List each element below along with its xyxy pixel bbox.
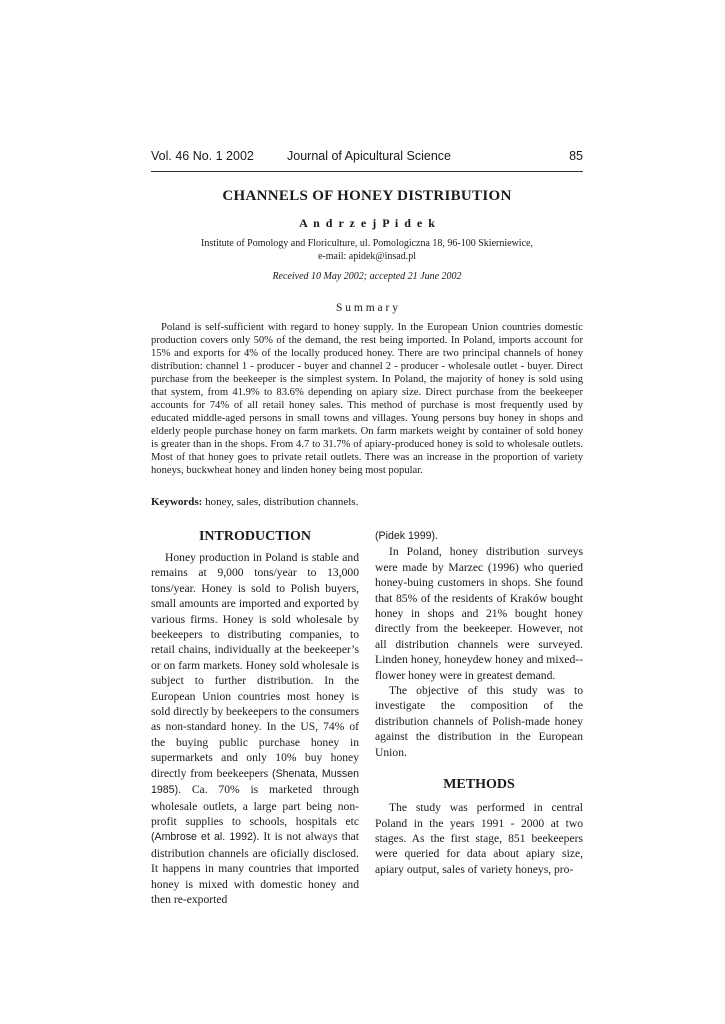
journal-volume: Vol. 46 No. 1 2002 bbox=[151, 149, 254, 163]
intro-text-b: . Ca. 70% is marketed through wholesale outlets, a large part being non-profit supplies to schools, hospitals etc bbox=[151, 783, 359, 828]
citation-ambrose: (Ambrose et al. 1992) bbox=[151, 831, 257, 844]
summary-text: Poland is self-sufficient with regard to honey supply. In the European Union countries domestic production covers only 50% of the demand, the rest being imported. In Poland, imports account for 15% and exports for 4% of the locally produced honey. There are two principal channels of honey distribution: channel 1 - producer - buyer and channel 2 - producer - wholesale outlet - buyer. Direct purchase from the beekeeper is the simplest system. In Poland, the majority of honey is sold using that system, from 41.9% to 83.6% depending on apiary size. Direct purchase from the beekeeper accounts for 74% of all retail honey sales. This method of purchase is most frequently used by educated middle-aged persons in small towns and villages. Young persons buy honey in shops and elderly people purchase honey on farm markets. On farm markets weight by container of sold honey is greater than in the shops. From 4.7 to 31.7% of apiary-produced honey is sold to wholesale outlets. Most of that honey goes to private retail outlets. There was an increase in the proportion of variety honeys, buckwheat honey and linden honey being most popular. bbox=[151, 322, 583, 476]
journal-name: Journal of Apicultural Science bbox=[287, 149, 451, 163]
keywords bbox=[151, 496, 583, 508]
page-number: 85 bbox=[569, 149, 583, 163]
received-dates: Received 10 May 2002; accepted 21 June 2002 bbox=[272, 271, 462, 282]
methods-heading: METHODS bbox=[443, 777, 515, 793]
introduction-paragraph-1-continued bbox=[375, 528, 583, 544]
citation-pidek: (Pidek 1999) bbox=[375, 530, 436, 542]
intro-text-c: . It is not always that distribution channels are oficially disclosed. It happens in many countries that imported honey is mixed with domestic honey and then re-exported bbox=[151, 830, 359, 906]
left-column bbox=[151, 528, 359, 907]
intro-text-a: Honey production in Poland is stable and remains at 9,000 tons/year to 13,000 tons/year. Honey is sold to Polish buyers, small amounts are imported and exported by various firms. Honey is sold wholesale by beekeepers to distributing companies, to retail chains, individually at the beekeeper’s or on farm markets. Honey sold wholesale is subject to further distribution. In the European Union countries most honey is sold directly by beekeepers to the consumers as non-standard honey. In the US, 74% of the buying public purchase honey in supermarkets and only 10% buy honey directly from beekeepers bbox=[151, 551, 359, 780]
article-author: A n d r z e j P i d e k bbox=[299, 216, 435, 230]
introduction-paragraph-1 bbox=[151, 550, 359, 907]
author-affiliation bbox=[151, 238, 583, 263]
affiliation-address: Institute of Pomology and Floriculture, ul. Pomologiczna 18, 96-100 Skierniewice, bbox=[201, 238, 533, 249]
intro-text-d: . bbox=[435, 529, 438, 542]
article-title: CHANNELS OF HONEY DISTRIBUTION bbox=[222, 188, 512, 204]
keywords-label: Keywords: bbox=[151, 496, 203, 508]
citation-shenata-mussen: (Shenata, Mussen 1985) bbox=[151, 767, 359, 797]
affiliation-email: e-mail: apidek@insad.pl bbox=[317, 250, 417, 262]
summary-heading: S u m m a r y bbox=[336, 302, 398, 314]
keywords-text: honey, sales, distribution channels. bbox=[202, 496, 359, 508]
running-header bbox=[151, 149, 583, 172]
introduction-heading: INTRODUCTION bbox=[198, 529, 311, 544]
introduction-paragraph-3: The objective of this study was to investigate the composition of the distribution channels of Polish-made honey against the distribution in the European Union. bbox=[375, 684, 583, 759]
right-column bbox=[375, 528, 583, 877]
introduction-paragraph-2: In Poland, honey distribution surveys were made by Marzec (1996) who queried honey-buing customers in shops. She found that 85% of the residents of Kraków bought honey in shops and 21% bought honey directly from the beekeeper. However, not all distribution channels were surveyed. Linden honey, honeydew honey and mixed--flower honey were in greatest demand. bbox=[375, 545, 583, 682]
methods-paragraph-1: The study was performed in central Poland in the years 1991 - 2000 at two stages. As the first stage, 851 beekeepers were queried for data about apiary size, apiary output, sales of variety honeys, pro- bbox=[375, 801, 583, 876]
